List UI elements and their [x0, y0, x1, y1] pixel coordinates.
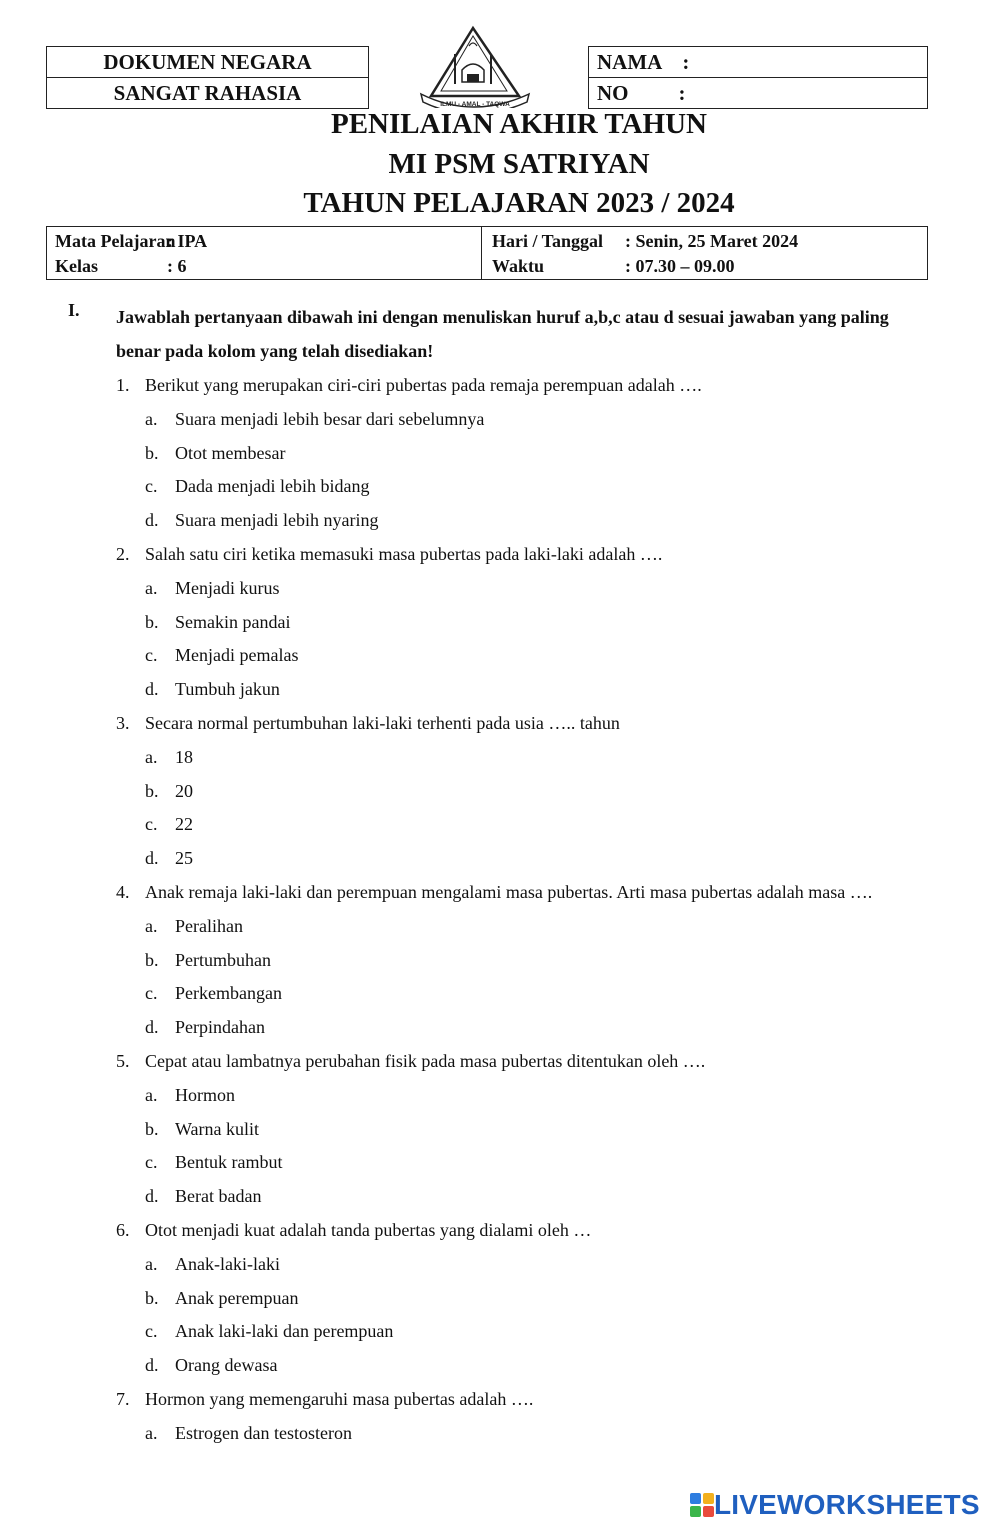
option-text: Tumbuh jakun [175, 679, 280, 700]
question-number: 1. [116, 375, 130, 395]
subject-label: Mata Pelajaran [55, 231, 176, 251]
option-text: Bentuk rambut [175, 1152, 283, 1173]
student-identity-box [588, 46, 928, 109]
option-text: 20 [175, 780, 193, 801]
exam-info-table [46, 226, 928, 280]
info-divider [481, 227, 482, 279]
question-text: Berikut yang merupakan ciri-ciri pubertas pada remaja perempuan adalah …. [145, 375, 702, 395]
option-text: Perpindahan [175, 1017, 265, 1038]
option-letter: b. [145, 949, 159, 970]
option-letter: a. [145, 1084, 158, 1105]
subject-value: : IPA [167, 231, 208, 251]
question-number: 5. [116, 1051, 130, 1071]
option-text: Warna kulit [175, 1118, 260, 1139]
question-number: 7. [116, 1389, 130, 1409]
question-number: 6. [116, 1220, 130, 1240]
option-text: Suara menjadi lebih besar dari sebelumnya [175, 408, 485, 429]
option-text: 22 [175, 814, 193, 835]
option-text: Anak perempuan [175, 1287, 299, 1308]
section-numeral: I. [68, 300, 80, 320]
classification-line: DOKUMEN NEGARA [103, 50, 312, 74]
day-label: Hari / Tanggal [492, 231, 604, 251]
question-number: 4. [116, 882, 130, 902]
option-letter: c. [145, 645, 158, 666]
document-classification-box [46, 46, 369, 109]
class-label: Kelas [55, 256, 98, 276]
logo-banner-text: ILMU - AMAL - TAQWA [440, 101, 510, 108]
school-emblem-logo [415, 24, 535, 108]
option-letter: a. [145, 577, 158, 598]
time-value: : 07.30 – 09.00 [625, 256, 735, 276]
option-text: Berat badan [175, 1186, 262, 1207]
option-text: 18 [175, 746, 193, 767]
option-letter: d. [145, 1186, 159, 1207]
option-letter: a. [145, 408, 158, 429]
name-field-label: NAMA [597, 50, 663, 74]
option-letter: d. [145, 1355, 159, 1376]
academic-year: TAHUN PELAJARAN 2023 / 2024 [303, 187, 735, 219]
option-letter: a. [145, 1253, 158, 1274]
option-letter: d. [145, 1017, 159, 1038]
liveworksheets-icon [690, 1491, 714, 1519]
question-text: Hormon yang memengaruhi masa pubertas adalah …. [145, 1389, 534, 1409]
option-text: Menjadi kurus [175, 577, 280, 598]
option-letter: a. [145, 1422, 158, 1443]
option-text: Anak laki-laki dan perempuan [175, 1321, 394, 1342]
question-text: Otot menjadi kuat adalah tanda pubertas yang dialami oleh … [145, 1220, 592, 1240]
option-letter: d. [145, 679, 159, 700]
option-text: Pertumbuhan [175, 949, 271, 970]
question-text: Salah satu ciri ketika memasuki masa pubertas pada laki-laki adalah …. [145, 544, 663, 564]
classification-line: SANGAT RAHASIA [47, 77, 368, 108]
option-text: Menjadi pemalas [175, 645, 299, 666]
name-field-row[interactable] [589, 47, 927, 77]
question-text: Cepat atau lambatnya perubahan fisik pada masa pubertas ditentukan oleh …. [145, 1051, 706, 1071]
school-name: MI PSM SATRIYAN [388, 148, 650, 180]
option-letter: b. [145, 442, 159, 463]
option-letter: c. [145, 476, 158, 497]
question-number: 3. [116, 713, 130, 733]
time-label: Waktu [492, 256, 545, 276]
number-field-row[interactable] [589, 77, 927, 108]
option-text: Orang dewasa [175, 1355, 278, 1376]
option-letter: c. [145, 1321, 158, 1342]
option-text: Estrogen dan testosteron [175, 1422, 352, 1443]
option-letter: c. [145, 1152, 158, 1173]
option-text: Otot membesar [175, 442, 286, 463]
option-letter: b. [145, 780, 159, 801]
question-text: Secara normal pertumbuhan laki-laki terhenti pada usia ….. tahun [145, 713, 620, 733]
info-right-column [492, 229, 798, 279]
option-text: Semakin pandai [175, 611, 291, 632]
option-letter: b. [145, 1287, 159, 1308]
section-instruction: Jawablah pertanyaan dibawah ini dengan menuliskan huruf a,b,c atau d sesuai jawaban yang paling benar pada kolom yang telah disediakan! [116, 307, 889, 361]
class-value: : 6 [167, 256, 187, 276]
option-letter: b. [145, 1118, 159, 1139]
option-letter: c. [145, 814, 158, 835]
exam-title: PENILAIAN AKHIR TAHUN [331, 108, 707, 140]
option-letter: b. [145, 611, 159, 632]
option-letter: a. [145, 746, 158, 767]
liveworksheets-wordmark: LIVEWORKSHEETS [714, 1489, 980, 1520]
option-text: Peralihan [175, 915, 243, 936]
option-letter: d. [145, 848, 159, 869]
number-field-label: NO [597, 81, 629, 105]
number-field-colon: : [678, 81, 686, 105]
option-text: Anak-laki-laki [175, 1253, 280, 1274]
option-letter: d. [145, 510, 159, 531]
day-value: : Senin, 25 Maret 2024 [625, 231, 799, 251]
info-left-column [55, 229, 207, 279]
option-letter: a. [145, 915, 158, 936]
option-text: Suara menjadi lebih nyaring [175, 510, 379, 531]
question-text: Anak remaja laki-laki dan perempuan mengalami masa pubertas. Arti masa pubertas adalah masa …. [145, 882, 873, 902]
liveworksheets-logo [690, 1486, 980, 1524]
option-letter: c. [145, 983, 158, 1004]
option-text: Perkembangan [175, 983, 282, 1004]
option-text: Dada menjadi lebih bidang [175, 476, 370, 497]
name-field-colon: : [682, 50, 690, 74]
option-text: 25 [175, 848, 193, 869]
question-number: 2. [116, 544, 130, 564]
option-text: Hormon [175, 1084, 235, 1105]
